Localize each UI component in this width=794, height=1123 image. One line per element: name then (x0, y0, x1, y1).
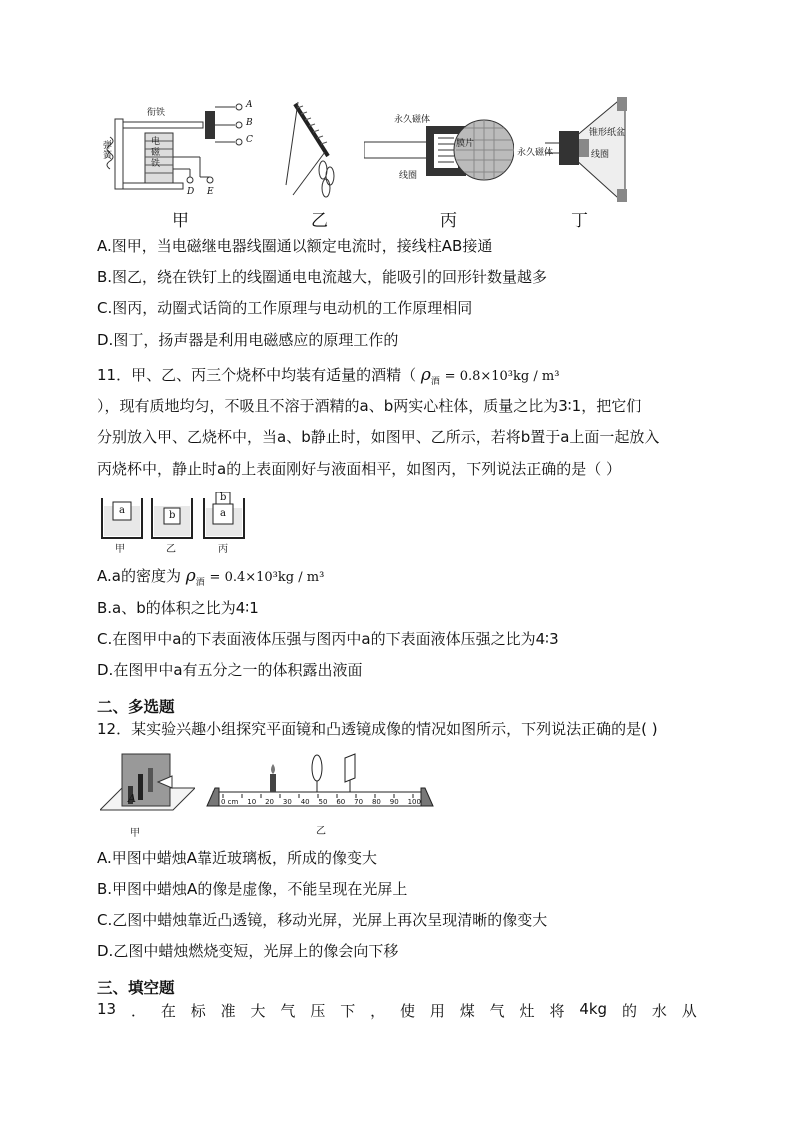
q11-stem-line1 (97, 365, 559, 392)
label-coil-mic: 线圈 (399, 171, 418, 181)
figure-plane-mirror (100, 752, 195, 837)
q11-option-b: B.a、b的体积之比为4∶1 (97, 599, 259, 617)
tick-60: 60 (336, 798, 346, 806)
q13-char: 的 (621, 1002, 637, 1020)
q10-option-b: B.图乙，绕在铁钉上的线圈通电电流越大，能吸引的回形针数量越多 (97, 268, 548, 286)
q13-char: 使 (399, 1002, 415, 1020)
caption-optical-bench: 乙 (316, 826, 326, 837)
tick-0: 0 cm (221, 798, 239, 806)
q12-option-c: C.乙图中蜡烛靠近凸透镜，移动光屏，光屏上再次呈现清晰的像变大 (97, 911, 548, 929)
q13-char: 标 (190, 1002, 206, 1020)
figure-optical-bench (205, 752, 435, 837)
block-b-bing: b (220, 492, 227, 503)
q13-char: 煤 (459, 1002, 475, 1020)
q11-stem-line4: 丙烧杯中，静止时a的上表面刚好与液面相平，如图丙，下列说法正确的是（ ） (97, 460, 621, 478)
caption-ding: 丁 (571, 211, 588, 231)
q13-char: 用 (429, 1002, 445, 1020)
q12-stem: 12．某实验兴趣小组探究平面镜和凸透镜成像的情况如图所示，下列说法正确的是( ) (97, 720, 658, 738)
q13-char: 气 (280, 1002, 296, 1020)
tick-80: 80 (371, 798, 381, 806)
q13-char: 13 (97, 1000, 117, 1018)
tick-10: 10 (247, 798, 257, 806)
q13-stem (97, 1000, 697, 1021)
q12-option-a: A.甲图中蜡烛A靠近玻璃板，所成的像变大 (97, 849, 378, 867)
ruler-ticks (221, 798, 421, 806)
q13-char: ， (370, 1002, 386, 1020)
q12-option-d: D.乙图中蜡烛燃烧变短，光屏上的像会向下移 (97, 942, 399, 960)
beaker-caption-bing: 丙 (218, 544, 228, 555)
label-magnet-mic: 永久磁体 (394, 115, 431, 125)
q13-char: 大 (250, 1002, 266, 1020)
label-armature: 衔铁 (147, 108, 166, 118)
rho-symbol: ρ (420, 365, 431, 385)
q11-option-a-text: A.a的密度为 (97, 567, 181, 585)
terminal-b: B (246, 118, 253, 128)
caption-yi: 乙 (311, 211, 328, 231)
candle-a-label: A (128, 792, 136, 805)
q11-stem-line3: 分别放入甲、乙烧杯中，当a、b静止时，如图甲、乙所示，若将b置于a上面一起放入 (97, 428, 660, 446)
q13-char: 准 (220, 1002, 236, 1020)
terminal-a: A (246, 100, 253, 110)
label-cone: 锥形纸盆 (589, 128, 626, 138)
q13-char: 水 (651, 1002, 667, 1020)
q12-option-b: B.甲图中蜡烛A的像是虚像，不能呈现在光屏上 (97, 880, 408, 898)
q10-option-d: D.图丁，扬声器是利用电磁感应的原理工作的 (97, 331, 399, 349)
figure-jia-relay (105, 97, 265, 202)
light-screen (345, 754, 355, 792)
q10-option-a: A.图甲，当电磁继电器线圈通以额定电流时，接线柱AB接通 (97, 237, 493, 255)
figure-bing-microphone (364, 110, 514, 200)
tick-90: 90 (389, 798, 399, 806)
tick-20: 20 (265, 798, 274, 806)
beaker-caption-yi: 乙 (166, 544, 176, 555)
rho-symbol-a: ρ (185, 566, 196, 586)
label-spring: 弹簧 (103, 141, 113, 161)
caption-plane-mirror: 甲 (130, 828, 140, 839)
q10-option-c: C.图丙，动圈式话筒的工作原理与电动机的工作原理相同 (97, 299, 473, 317)
q13-char: 下 (340, 1002, 356, 1020)
q13-char: 灶 (519, 1002, 535, 1020)
q13-char: 气 (489, 1002, 505, 1020)
rho-subscript-a: 酒 (195, 578, 205, 588)
terminal-d: D (187, 187, 195, 197)
figure-ding-speaker (517, 97, 630, 202)
q13-char: 从 (681, 1002, 697, 1020)
caption-bing: 丙 (440, 211, 457, 231)
tick-40: 40 (300, 798, 310, 806)
terminal-e: E (207, 187, 214, 197)
candle-on-bench (270, 764, 276, 792)
beaker-caption-jia: 甲 (115, 544, 125, 555)
convex-lens (312, 755, 322, 792)
beaker-jia (102, 498, 142, 538)
q13-char: 将 (549, 1002, 565, 1020)
q11-stem-line2: ），现有质地均匀，不吸且不溶于酒精的a、b两实心柱体，质量之比为3∶1，把它们 (97, 397, 642, 415)
rho-subscript: 酒 (430, 377, 440, 387)
caption-jia: 甲 (172, 211, 189, 231)
figure-yi-electromagnet-nail (283, 100, 353, 200)
tick-50: 50 (318, 798, 328, 806)
q11-option-c: C.在图甲中a的下表面液体压强与图丙中a的下表面液体压强之比为4∶3 (97, 630, 559, 648)
label-electromagnet: 电磁铁 (151, 137, 161, 169)
section-fill-in: 三、填空题 (97, 979, 175, 997)
q13-char: 压 (310, 1002, 326, 1020)
block-a-bing: a (220, 508, 226, 519)
q13-char: 4kg (579, 1000, 608, 1018)
q11-option-d: D.在图甲中a有五分之一的体积露出液面 (97, 661, 363, 679)
terminal-c: C (246, 135, 253, 145)
tick-100: 100 (407, 798, 421, 806)
q11-formula-a: = 0.4×10³kg / m³ (209, 570, 325, 585)
q11-stem-text1: 11．甲、乙、丙三个烧杯中均装有适量的酒精（ (97, 366, 417, 384)
label-diaphragm: 膜片 (456, 139, 475, 149)
section-multiple-choice: 二、多选题 (97, 698, 175, 716)
tick-30: 30 (282, 798, 292, 806)
figure-beakers (100, 492, 260, 555)
q11-option-a (97, 566, 324, 593)
tick-70: 70 (354, 798, 364, 806)
q11-formula-alcohol: = 0.8×10³kg / m³ (444, 369, 560, 384)
label-coil-speaker: 线圈 (591, 150, 610, 160)
label-magnet-speaker: 永久磁体 (517, 148, 554, 158)
q13-char: 在 (160, 1002, 176, 1020)
block-a-jia: a (119, 505, 125, 516)
q13-char: ． (130, 1002, 146, 1020)
block-b-yi: b (169, 510, 176, 521)
